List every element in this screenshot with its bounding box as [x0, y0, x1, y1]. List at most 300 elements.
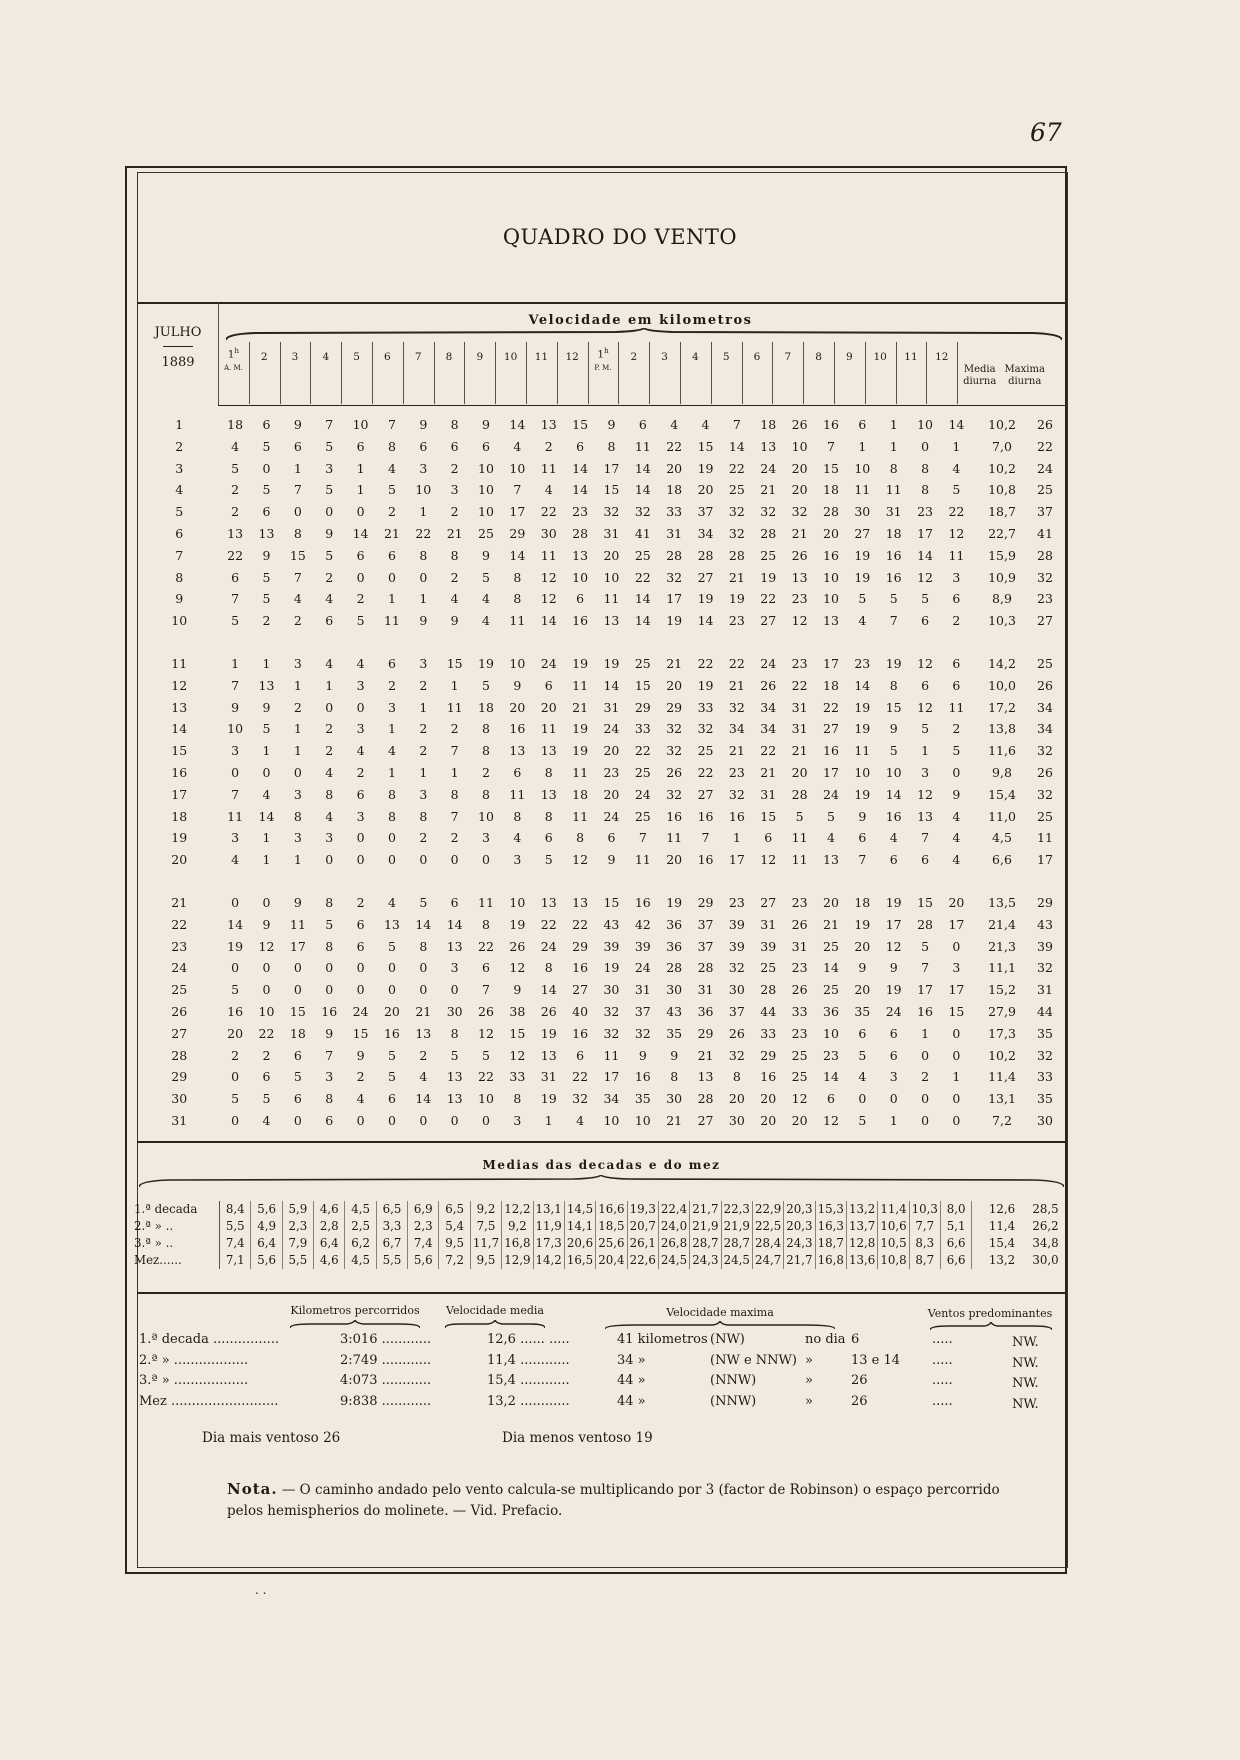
means-cell: 10,6 — [878, 1218, 909, 1235]
speed-cell: 2 — [325, 743, 334, 759]
speed-cell: 6 — [638, 417, 647, 432]
speed-cell: 22 — [572, 916, 589, 932]
speed-cell: 6 — [858, 830, 867, 846]
day-cell: 3 — [175, 460, 184, 476]
speed-cell: 5 — [231, 982, 240, 998]
speed-cell: 10 — [572, 569, 589, 585]
speed-cell: 4 — [356, 1091, 365, 1107]
speed-cell: 16 — [227, 1003, 244, 1019]
maxima-diurna-header-line: Maxima — [1004, 364, 1045, 375]
speed-cell: 24 — [760, 460, 777, 476]
speed-cell: 1 — [889, 1112, 898, 1128]
means-cell: 13,2 — [846, 1201, 877, 1218]
speed-cell: 13 — [540, 894, 557, 910]
means-cell: 13,6 — [846, 1252, 877, 1269]
speed-cell: 8 — [889, 460, 898, 476]
speed-cell: 12 — [760, 852, 777, 868]
summary-dia: 26 — [851, 1393, 868, 1409]
speed-cell: 16 — [823, 417, 839, 432]
means-title: Medias das decadas e do mez — [482, 1158, 721, 1172]
speed-cell: 6 — [419, 438, 428, 454]
speed-cell: 22 — [948, 504, 965, 520]
media-diurna-cell: 10,2 — [988, 460, 1016, 476]
means-cell: 28,7 — [721, 1235, 752, 1252]
means-cell: 16,5 — [564, 1252, 595, 1269]
speed-cell: 5 — [325, 438, 334, 454]
speed-cell: 5 — [231, 460, 240, 476]
speed-cell: 37 — [634, 1003, 651, 1019]
speed-cell: 2 — [419, 677, 428, 693]
speed-cell: 15 — [823, 460, 839, 476]
speed-cell: 31 — [697, 982, 714, 998]
speed-cell: 15 — [697, 438, 714, 454]
speed-cell: 13 — [917, 808, 933, 824]
speed-cell: 2 — [921, 1069, 930, 1085]
speed-cell: 20 — [603, 786, 620, 802]
speed-cell: 9 — [889, 721, 898, 737]
speed-cell: 3 — [450, 482, 459, 498]
year-label: 1889 — [161, 355, 195, 370]
speed-cell: 1 — [858, 438, 867, 454]
speed-cell: 7 — [921, 830, 930, 846]
media-diurna-cell: 10,0 — [988, 677, 1016, 693]
means-cell: 22,9 — [752, 1201, 783, 1218]
speed-cell: 0 — [387, 569, 396, 585]
hour-header-label: 4 — [322, 351, 330, 363]
maxima-diurna-cell: 25 — [1037, 482, 1053, 498]
means-cell: 22,5 — [752, 1218, 783, 1235]
speed-cell: 2 — [952, 721, 961, 737]
hour-header-label: 4 — [692, 351, 699, 363]
speed-cell: 2 — [231, 504, 240, 520]
speed-cell: 6 — [325, 1112, 334, 1128]
speed-cell: 13 — [415, 1025, 432, 1041]
maxima-diurna-cell: 25 — [1037, 808, 1053, 824]
speed-cell: 13 — [446, 1069, 463, 1085]
speed-cell: 5 — [921, 938, 930, 954]
maxima-diurna-cell: 23 — [1037, 591, 1053, 607]
hour-header-label: 3 — [661, 351, 668, 363]
speed-cell: 1 — [450, 677, 459, 693]
means-row-label: 1.ª decada — [130, 1201, 220, 1218]
velocity-maxima-header: Velocidade maxima — [666, 1306, 774, 1319]
hour-header — [310, 352, 341, 363]
means-cell: 24,5 — [721, 1252, 752, 1269]
speed-cell: 9 — [325, 1025, 334, 1041]
decade-gap — [139, 632, 1064, 653]
means-media-cell: 13,2 — [988, 1253, 1016, 1267]
speed-cell: 0 — [387, 982, 396, 998]
means-cell: 21,7 — [784, 1252, 815, 1269]
hour-header — [618, 352, 649, 363]
speed-cell: 20 — [603, 743, 620, 759]
media-diurna-cell: 21,4 — [988, 916, 1016, 932]
speed-cell: 16 — [697, 808, 714, 824]
day-cell: 17 — [171, 786, 188, 802]
media-diurna-cell: 15,9 — [988, 547, 1016, 563]
speed-cell: 36 — [666, 916, 683, 932]
speed-cell: 2 — [450, 504, 459, 520]
speed-cell: 10 — [478, 482, 494, 498]
speed-cell: 10 — [854, 764, 871, 780]
speed-cell: 32 — [728, 1047, 745, 1063]
speed-cell: 29 — [572, 938, 589, 954]
speed-cell: 8 — [482, 786, 490, 802]
speed-cell: 12 — [948, 525, 965, 541]
speed-cell: 5 — [921, 591, 930, 607]
maxima-diurna-cell: 35 — [1037, 1025, 1053, 1041]
speed-cell: 14 — [415, 1091, 432, 1107]
speed-cell: 11 — [446, 699, 463, 715]
speed-cell: 7 — [325, 417, 334, 432]
speed-cell: 6 — [544, 677, 553, 693]
means-maxima-cell: 26,2 — [1032, 1219, 1059, 1233]
speed-cell: 13 — [760, 438, 777, 454]
summary-dir: (NNW) — [710, 1373, 757, 1388]
speed-cell: 1 — [952, 438, 961, 454]
speed-cell: 22 — [728, 460, 745, 476]
media-diurna-cell: 11,1 — [988, 960, 1016, 976]
speed-cell: 8 — [482, 916, 490, 932]
speed-cell: 21 — [760, 764, 777, 780]
speed-cell: 19 — [666, 894, 683, 910]
hour-header-label: 1 — [597, 348, 605, 361]
summary-km: 4:073 ............ — [340, 1373, 432, 1388]
speed-cell: 4 — [952, 460, 961, 476]
means-cell: 24,3 — [690, 1252, 721, 1269]
hour-header — [711, 352, 742, 363]
speed-cell: 11 — [791, 852, 808, 868]
summary-dir: (NW e NNW) — [710, 1352, 797, 1368]
speed-cell: 0 — [419, 982, 428, 998]
speed-cell: 19 — [540, 1025, 557, 1041]
day-cell: 1 — [175, 417, 184, 432]
speed-cell: 21 — [728, 677, 745, 693]
speed-cell: 7 — [231, 786, 240, 802]
speed-cell: 2 — [450, 569, 459, 585]
speed-cell: 31 — [760, 786, 777, 802]
speed-cell: 18 — [823, 677, 839, 693]
speed-cell: 3 — [419, 460, 428, 476]
speed-cell: 27 — [854, 525, 871, 541]
table-row — [139, 1023, 1064, 1045]
decade-gap — [139, 871, 1064, 892]
speed-cell: 6 — [576, 1047, 585, 1063]
speed-cell: 35 — [666, 1025, 683, 1041]
speed-cell: 9 — [670, 1047, 679, 1063]
speed-cell: 0 — [482, 1112, 490, 1128]
speed-cell: 1 — [450, 764, 459, 780]
summary-row — [139, 1373, 1059, 1395]
speed-cell: 19 — [854, 786, 871, 802]
speed-cell: 30 — [728, 1112, 745, 1128]
day-cell: 8 — [175, 569, 184, 585]
speed-cell: 32 — [728, 960, 745, 976]
summary-dots: ..... — [932, 1332, 953, 1347]
speed-cell: 1 — [293, 721, 302, 737]
speed-cell: 6 — [921, 613, 930, 629]
speed-cell: 17 — [603, 460, 620, 476]
summary-vento: NW. — [1012, 1396, 1039, 1412]
speed-cell: 0 — [387, 830, 396, 846]
speed-cell: 32 — [666, 721, 683, 737]
day-cell: 19 — [171, 830, 188, 846]
speed-cell: 17 — [823, 655, 839, 671]
means-cell: 24,5 — [658, 1252, 689, 1269]
speed-cell: 11 — [666, 830, 683, 846]
means-cell: 16,8 — [815, 1252, 846, 1269]
speed-cell: 1 — [231, 655, 240, 671]
speed-cell: 16 — [634, 894, 651, 910]
speed-cell: 17 — [885, 916, 902, 932]
speed-cell: 22 — [415, 525, 432, 541]
speed-cell: 16 — [823, 743, 839, 759]
speed-cell: 8 — [607, 438, 616, 454]
speed-cell: 15 — [603, 482, 620, 498]
speed-cell: 10 — [478, 1091, 494, 1107]
speed-cell: 7 — [231, 591, 240, 607]
speed-cell: 16 — [509, 721, 526, 737]
means-maxima-cell: 34,8 — [1032, 1236, 1059, 1250]
hour-header — [557, 352, 588, 363]
speed-cell: 1 — [544, 1112, 553, 1128]
speed-cell: 2 — [356, 764, 365, 780]
speed-cell: 7 — [889, 613, 898, 629]
speed-cell: 0 — [921, 1091, 930, 1107]
speed-cell: 19 — [478, 655, 494, 671]
speed-cell: 32 — [791, 504, 808, 520]
speed-cell: 14 — [728, 438, 745, 454]
table-row — [139, 610, 1064, 632]
velocity-maxima-brace — [605, 1321, 835, 1331]
speed-cell: 25 — [478, 525, 494, 541]
table-row — [139, 914, 1064, 936]
speed-cell: 9 — [607, 852, 616, 868]
speed-cell: 31 — [603, 525, 620, 541]
speed-cell: 7 — [638, 830, 647, 846]
speed-cell: 31 — [791, 938, 808, 954]
hour-header-label: 7 — [784, 351, 792, 363]
speed-cell: 14 — [540, 982, 557, 998]
speed-cell: 25 — [728, 482, 745, 498]
hour-header-label: 10 — [873, 351, 887, 363]
speed-cell: 8 — [513, 1091, 522, 1107]
media-diurna-cell: 10,2 — [988, 1047, 1016, 1063]
hour-header-label: 10 — [503, 351, 518, 363]
hour-header-label: 8 — [445, 351, 453, 363]
speed-cell: 32 — [572, 1091, 589, 1107]
media-diurna-cell: 7,2 — [992, 1112, 1012, 1128]
speed-cell: 0 — [356, 960, 365, 976]
speed-cell: 16 — [917, 1003, 933, 1019]
summary-dots: ..... — [932, 1393, 953, 1409]
speed-cell: 7 — [858, 852, 867, 868]
speed-cell: 17 — [823, 764, 839, 780]
summary-max: 34 » — [617, 1352, 646, 1368]
speed-cell: 4 — [231, 438, 240, 454]
maxima-diurna-cell: 24 — [1037, 460, 1053, 476]
speed-cell: 0 — [356, 569, 365, 585]
speed-cell: 11 — [540, 460, 557, 476]
hour-header — [526, 352, 557, 363]
hour-header — [926, 352, 957, 363]
speed-cell: 4 — [952, 830, 961, 846]
speed-cell: 5 — [795, 808, 804, 824]
speed-cell: 4 — [325, 764, 334, 780]
speed-cell: 3 — [325, 830, 334, 846]
maxima-diurna-cell: 26 — [1037, 677, 1053, 693]
speed-cell: 2 — [450, 830, 459, 846]
speed-cell: 0 — [293, 982, 302, 998]
speed-cell: 7 — [231, 677, 240, 693]
speed-cell: 4 — [325, 655, 334, 671]
speed-cell: 22 — [697, 764, 714, 780]
hour-header-label: 1 — [227, 348, 235, 361]
speed-cell: 16 — [760, 1069, 777, 1085]
table-row — [139, 545, 1064, 567]
speed-cell: 2 — [293, 699, 302, 715]
month-label: JULHO — [154, 325, 202, 340]
speed-cell: 0 — [858, 1091, 867, 1107]
day-cell: 6 — [175, 525, 184, 541]
speed-cell: 21 — [728, 743, 745, 759]
speed-cell: 12 — [917, 655, 933, 671]
speed-cell: 0 — [325, 982, 334, 998]
speed-cell: 3 — [356, 808, 365, 824]
speed-cell: 13 — [258, 525, 275, 541]
summary-dia: 26 — [851, 1373, 868, 1388]
speed-cell: 0 — [419, 1112, 428, 1128]
speed-cell: 26 — [666, 764, 683, 780]
speed-cell: 18 — [885, 525, 902, 541]
speed-cell: 32 — [728, 699, 745, 715]
speed-cell: 11 — [509, 613, 526, 629]
speed-cell: 3 — [231, 830, 240, 846]
summary-dir: (NNW) — [710, 1393, 757, 1409]
speed-cell: 21 — [823, 916, 839, 932]
speed-cell: 6 — [293, 1047, 302, 1063]
means-cell: 19,3 — [627, 1201, 658, 1218]
speed-cell: 32 — [728, 786, 745, 802]
speed-cell: 3 — [921, 764, 930, 780]
speed-cell: 36 — [823, 1003, 839, 1019]
speed-cell: 19 — [666, 613, 683, 629]
speed-cell: 28 — [666, 960, 683, 976]
speed-cell: 19 — [572, 721, 589, 737]
speed-cell: 13 — [791, 569, 808, 585]
speed-cell: 6 — [513, 764, 522, 780]
speed-cell: 6 — [356, 916, 365, 932]
day-cell: 30 — [171, 1091, 188, 1107]
table-row — [139, 523, 1064, 545]
speed-cell: 18 — [854, 894, 871, 910]
means-cell: 28,7 — [690, 1235, 721, 1252]
means-cell: 2,8 — [314, 1218, 345, 1235]
speed-cell: 6 — [293, 1091, 302, 1107]
speed-cell: 29 — [509, 525, 526, 541]
means-cell: 20,7 — [627, 1218, 658, 1235]
speed-cell: 34 — [760, 699, 777, 715]
speed-cell: 20 — [227, 1025, 244, 1041]
speed-cell: 5 — [262, 438, 271, 454]
speed-cell: 6 — [262, 417, 271, 432]
speed-cell: 14 — [258, 808, 275, 824]
speed-cell: 9 — [356, 1047, 365, 1063]
speed-cell: 5 — [858, 591, 867, 607]
maxima-diurna-cell: 30 — [1037, 1112, 1053, 1128]
hour-header-label: 12 — [565, 351, 579, 363]
media-diurna-cell: 18,7 — [988, 504, 1016, 520]
speed-cell: 16 — [634, 1069, 651, 1085]
means-cell: 6,6 — [940, 1235, 971, 1252]
speed-cell: 4 — [576, 1112, 585, 1128]
dia-menos-ventoso: Dia menos ventoso 19 — [502, 1430, 653, 1446]
speed-cell: 2 — [952, 613, 961, 629]
speed-cell: 6 — [356, 938, 365, 954]
speed-cell: 9 — [513, 677, 522, 693]
speed-cell: 11 — [948, 547, 965, 563]
speed-cell: 24 — [885, 1003, 902, 1019]
maxima-diurna-cell: 34 — [1037, 699, 1053, 715]
day-cell: 2 — [175, 438, 184, 454]
speed-cell: 2 — [450, 721, 459, 737]
table-row — [139, 740, 1064, 762]
speed-cell: 44 — [760, 1003, 777, 1019]
media-diurna-cell: 27,9 — [988, 1003, 1016, 1019]
speed-cell: 12 — [540, 569, 557, 585]
hour-header-period: A. M. — [223, 364, 243, 372]
speed-cell: 8 — [482, 721, 490, 737]
maxima-diurna-cell: 41 — [1037, 525, 1053, 541]
speed-cell: 15 — [760, 808, 777, 824]
means-cell: 6,5 — [439, 1201, 470, 1218]
speed-cell: 21 — [666, 655, 683, 671]
speed-cell: 6 — [889, 1047, 898, 1063]
speed-cell: 16 — [885, 547, 902, 563]
day-cell: 24 — [171, 960, 188, 976]
speed-cell: 16 — [697, 852, 714, 868]
speed-cell: 23 — [791, 1025, 808, 1041]
means-cell: 4,9 — [251, 1218, 282, 1235]
speed-cell: 16 — [885, 808, 902, 824]
speed-cell: 29 — [697, 1025, 714, 1041]
speed-cell: 28 — [697, 547, 714, 563]
speed-cell: 5 — [293, 1069, 302, 1085]
hour-header — [588, 348, 619, 372]
speed-cell: 0 — [293, 504, 302, 520]
speed-cell: 23 — [603, 764, 620, 780]
speed-cell: 7 — [921, 960, 930, 976]
speed-cell: 13 — [446, 938, 463, 954]
day-cell: 25 — [171, 982, 188, 998]
speed-cell: 0 — [387, 960, 396, 976]
speed-cell: 22 — [227, 547, 244, 563]
means-cell: 13,1 — [533, 1201, 564, 1218]
speed-cell: 12 — [258, 938, 275, 954]
speed-cell: 13 — [572, 547, 589, 563]
hour-header-superscript: h — [604, 347, 609, 355]
day-cell: 26 — [171, 1003, 188, 1019]
speed-cell: 31 — [760, 916, 777, 932]
speed-cell: 4 — [387, 894, 396, 910]
speed-cell: 40 — [572, 1003, 589, 1019]
maxima-diurna-cell: 39 — [1037, 938, 1053, 954]
hour-header — [464, 352, 495, 363]
means-media-cell: 11,4 — [988, 1219, 1016, 1233]
maxima-diurna-cell: 31 — [1037, 982, 1053, 998]
speed-cell: 9 — [262, 916, 271, 932]
speed-cell: 4 — [952, 852, 961, 868]
